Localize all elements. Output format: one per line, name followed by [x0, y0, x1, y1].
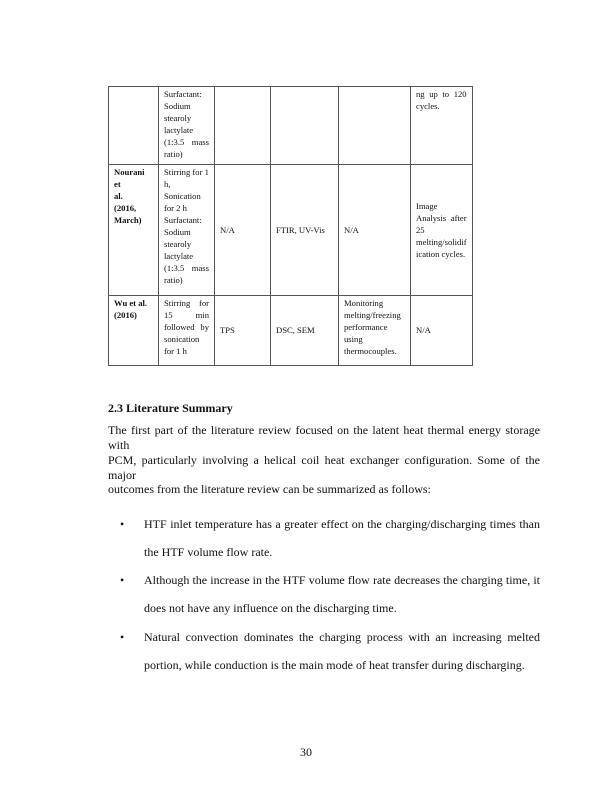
- bullet-line: HTF inlet temperature has a greater effect on the charging/discharging times than: [144, 517, 540, 531]
- cell-line: lactylate: [164, 125, 194, 135]
- bullet-marker: •: [120, 630, 125, 644]
- cell: DSC, SEM: [271, 296, 339, 366]
- cell-line: (1:3.5 mass: [164, 263, 209, 273]
- cell-line: al.: [114, 191, 123, 201]
- result-cell: N/A: [411, 296, 473, 366]
- cell-line: ratio): [164, 149, 183, 159]
- cell-line: melting/solidif: [416, 236, 467, 247]
- cell-line: for 2 h: [164, 203, 187, 213]
- cell-line: stearoly: [164, 239, 192, 249]
- table-row: [109, 165, 473, 296]
- cell-line: (2016): [114, 310, 137, 320]
- cell: TPS: [215, 296, 271, 366]
- cell-line: lactylate: [164, 251, 194, 261]
- table-row: [109, 87, 473, 165]
- bullet-line: the HTF volume flow rate.: [144, 545, 273, 559]
- cell: [339, 296, 411, 366]
- cell-line: ratio): [164, 275, 183, 285]
- table-row: [109, 296, 473, 366]
- author-cell: [109, 296, 159, 366]
- cell-line: cycles.: [416, 101, 440, 111]
- author-cell: [109, 87, 159, 165]
- cell-line: Wu et al.: [114, 298, 148, 308]
- cell-line: (1:3.5 mass: [164, 137, 209, 147]
- cell-line: thermocouples.: [344, 346, 397, 356]
- section-heading: 2.3 Literature Summary: [108, 401, 233, 415]
- method-cell: [159, 296, 215, 366]
- cell: N/A: [215, 165, 271, 296]
- page-number: 30: [300, 745, 312, 759]
- cell-line: Surfactant:: [164, 215, 202, 225]
- bullet-marker: •: [120, 517, 125, 531]
- cell-line: Surfactant:: [164, 89, 202, 99]
- cell: [215, 87, 271, 165]
- body-paragraph-line: PCM, particularly involving a helical coil heat exchanger configuration. Some of the major: [108, 453, 540, 482]
- cell: [271, 87, 339, 165]
- cell: N/A: [339, 165, 411, 296]
- cell-line: Image: [416, 200, 438, 211]
- cell-line: sonication: [164, 334, 200, 344]
- cell-line: h,: [164, 179, 171, 189]
- cell-line: for 1 h: [164, 346, 187, 356]
- literature-table: [108, 86, 473, 366]
- bullet-line: Natural convection dominates the charging process with an increasing melted: [144, 630, 540, 644]
- cell: [339, 87, 411, 165]
- cell: FTIR, UV-Vis: [271, 165, 339, 296]
- bullet-marker: •: [120, 573, 125, 587]
- author-cell: [109, 165, 159, 296]
- cell-line: (2016,: [114, 203, 137, 213]
- body-paragraph-line: outcomes from the literature review can be summarized as follows:: [108, 482, 431, 496]
- cell-line: melting/freezing: [344, 310, 401, 320]
- method-cell: [159, 87, 215, 165]
- bullet-line: does not have any influence on the discharging time.: [144, 601, 397, 615]
- cell-line: Nourani et: [114, 167, 145, 189]
- cell-line: ication cycles.: [416, 248, 466, 259]
- bullet-line: Although the increase in the HTF volume flow rate decreases the charging time, it: [144, 573, 540, 587]
- result-cell: [411, 87, 473, 165]
- cell-line: 25: [416, 224, 425, 235]
- cell-line: 15 min: [164, 310, 209, 320]
- body-paragraph-line: The first part of the literature review focused on the latent heat thermal energy storage with: [108, 423, 540, 452]
- result-cell: [411, 165, 473, 296]
- cell-line: Stirring for 1: [164, 167, 209, 177]
- cell-line: stearoly: [164, 113, 192, 123]
- method-cell: [159, 165, 215, 296]
- cell-line: followed by: [164, 322, 209, 332]
- cell-line: Sodium: [164, 101, 191, 111]
- cell-line: Sonication: [164, 191, 201, 201]
- bullet-line: portion, while conduction is the main mode of heat transfer during discharging.: [144, 658, 525, 672]
- cell-line: Monitoring: [344, 298, 384, 308]
- cell-line: performance using: [344, 322, 388, 344]
- cell-line: Stirring for: [164, 298, 209, 308]
- cell-line: Analysis after: [416, 212, 467, 223]
- cell-line: ng up to 120: [416, 89, 467, 99]
- cell-line: Sodium: [164, 227, 191, 237]
- cell-line: March): [114, 215, 142, 225]
